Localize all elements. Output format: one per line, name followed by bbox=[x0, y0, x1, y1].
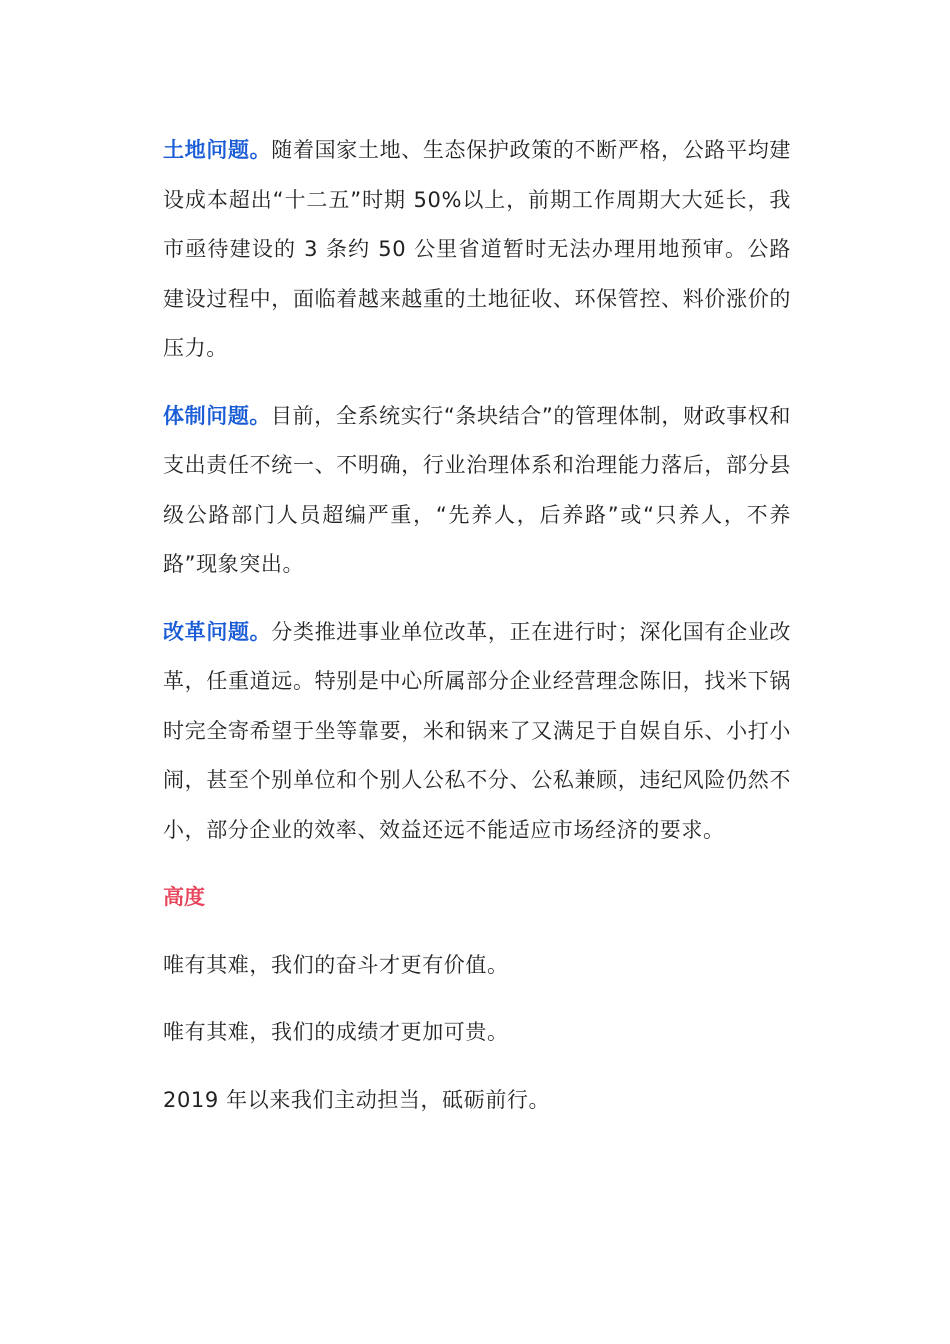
paragraph-system-issue bbox=[163, 392, 791, 590]
paragraph-lead: 土地问题。 bbox=[163, 138, 272, 162]
text-line: 2019 年以来我们主动担当，砥砺前行。 bbox=[163, 1087, 551, 1112]
section-heading: 高度 bbox=[163, 885, 205, 909]
document-page bbox=[163, 126, 791, 1125]
paragraph-text: 随着国家土地、生态保护政策的不断严格，公路平均建设成本超出“十二五”时期 50%以上，前期工作周期大大延长，我市亟待建设的 3 条约 50 公里省道暂时无法办理用地预审。公路建设过程中，面临着越来越重的土地征收、环保管控、料价涨价的压力。 bbox=[163, 138, 792, 360]
paragraph-reform-issue bbox=[163, 608, 791, 856]
paragraph-text: 分类推进事业单位改革，正在进行时；深化国有企业改革，任重道远。特别是中心所属部分企业经营理念陈旧，找米下锅时完全寄希望于坐等靠要，米和锅来了又满足于自娱自乐、小打小闹，甚至个别单位和个别人公私不分、公私兼顾，违纪风险仍然不小，部分企业的效率、效益还远不能适应市场经济的要求。 bbox=[163, 619, 792, 842]
paragraph-lead: 体制问题。 bbox=[163, 403, 272, 428]
paragraph-text: 目前，全系统实行“条块结合”的管理体制，财政事权和支出责任不统一、不明确，行业治理体系和治理能力落后，部分县级公路部门人员超编严重，“先养人，后养路”或“只养人，不养路”现象突出。 bbox=[163, 403, 791, 576]
paragraph-land-issue bbox=[163, 126, 791, 374]
paragraph-lead: 改革问题。 bbox=[163, 619, 272, 644]
text-line: 唯有其难，我们的成绩才更加可贵。 bbox=[163, 1020, 509, 1044]
text-line: 唯有其难，我们的奋斗才更有价值。 bbox=[163, 952, 509, 977]
